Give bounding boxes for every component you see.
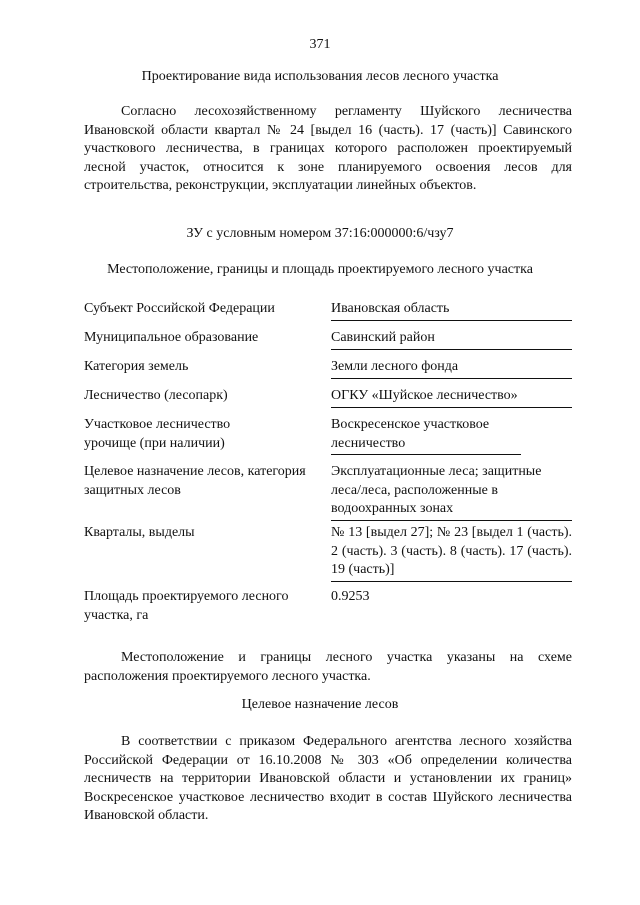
row-label: Субъект Российской Федерации bbox=[84, 301, 275, 316]
row-label: Площадь проектируемого лесного участка, га bbox=[84, 589, 289, 623]
row-value: ОГКУ «Шуйское лесничество» bbox=[331, 387, 572, 408]
page-number: 371 bbox=[309, 37, 331, 52]
row-label: Лесничество (лесопарк) bbox=[84, 388, 228, 403]
intro-paragraph: Согласно лесохозяйственному регламенту Шуйского лесничества Ивановской области квартал № 24 [выдел 16 (часть). 17 (часть)] Савинского участкового лесничества, в границах которого расположен проектируемый лесной участок, относится к зоне планируемого освоения лесов для строительства, реконструкции, эксплуатации линейных объектов. bbox=[84, 104, 572, 193]
row-label: Муниципальное образование bbox=[84, 330, 259, 345]
row-value: Савинский район bbox=[331, 329, 572, 350]
row-value: Воскресенское участковое лесничество bbox=[331, 416, 521, 455]
row-label: Категория земель bbox=[84, 359, 189, 374]
scheme-paragraph: Местоположение и границы лесного участка указаны на схеме расположения проектируемого лесного участка. bbox=[84, 650, 572, 684]
row-value: № 13 [выдел 27]; № 23 [выдел 1 (часть). 2 (часть). 3 (часть). 8 (часть). 17 (часть). 19 (часть)] bbox=[331, 524, 572, 582]
row-value: Эксплуатационные леса; защитные леса/леса, расположенные в водоохранных зонах bbox=[331, 463, 572, 521]
row-label: Целевое назначение лесов, категория защитных лесов bbox=[84, 464, 306, 498]
location-heading: Местоположение, границы и площадь проектируемого лесного участка bbox=[107, 262, 533, 277]
row-label: Участковое лесничество урочище (при наличии) bbox=[84, 417, 231, 451]
row-value: Земли лесного фонда bbox=[331, 358, 572, 379]
row-value: Ивановская область bbox=[331, 300, 572, 321]
row-value: 0.9253 bbox=[331, 589, 370, 604]
zu-heading: ЗУ с условным номером 37:16:000000:6/чзу7 bbox=[186, 226, 454, 241]
row-label: Кварталы, выделы bbox=[84, 525, 195, 540]
purpose-paragraph: В соответствии с приказом Федерального агентства лесного хозяйства Российской Федерации от 16.10.2008 № 303 «Об определении количества лесничеств на территории Ивановской области и установлении их границ» Воскресенское участковое лесничество входит в состав Шуйского лесничества Ивановской области. bbox=[84, 734, 572, 823]
purpose-heading: Целевое назначение лесов bbox=[241, 697, 399, 712]
section-title: Проектирование вида использования лесов лесного участка bbox=[141, 69, 499, 84]
